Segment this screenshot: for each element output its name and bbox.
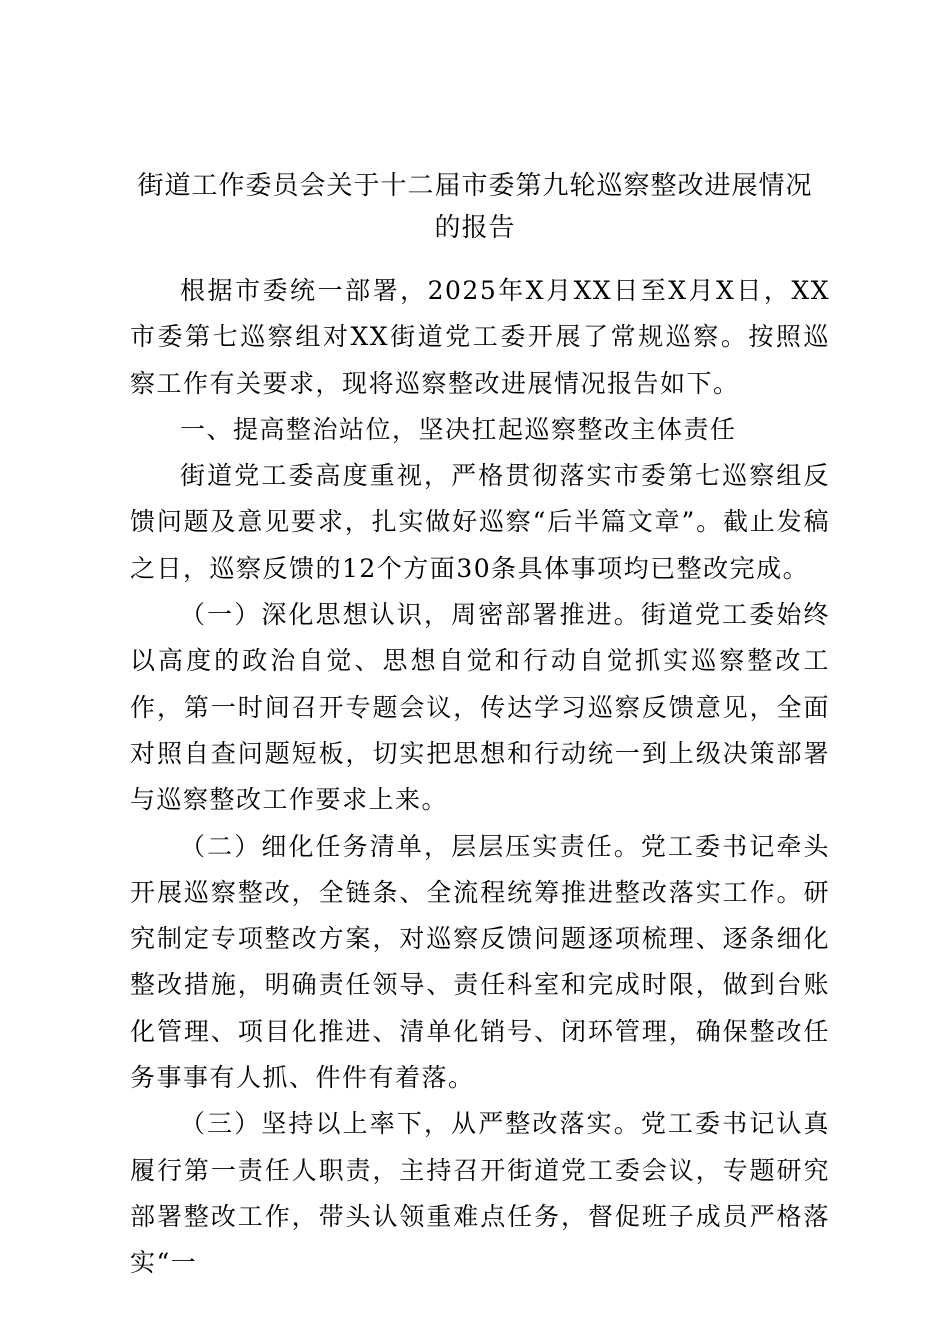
intro-paragraph: 根据市委统一部署，2025年X月XX日至X月X日，XX市委第七巡察组对XX街道党工委开展了常规巡察。按照巡察工作有关要求，现将巡察整改进展情况报告如下。 — [130, 276, 830, 398]
section-heading: 一、提高整治站位，坚决扛起巡察整改主体责任 — [180, 414, 737, 444]
subsection-paragraph: （一）深化思想认识，周密部署推进。街道党工委始终以高度的政治自觉、思想自觉和行动自觉抓实巡察整改工作，第一时间召开专题会议，传达学习巡察反馈意见，全面对照自查问题短板，切实把思想和行动统一到上级决策部署与巡察整改工作要求上来。 — [130, 600, 830, 815]
subsection-paragraph: （二）细化任务清单，层层压实责任。党工委书记牵头开展巡察整改，全链条、全流程统筹推进整改落实工作。研究制定专项整改方案，对巡察反馈问题逐项梳理、逐条细化整改措施，明确责任领导、责任科室和完成时限，做到台账化管理、项目化推进、清单化销号、闭环管理，确保整改任务事事有人抓、件件有着落。 — [130, 831, 830, 1093]
document-body — [130, 268, 830, 1287]
body-paragraph: 街道党工委高度重视，严格贯彻落实市委第七巡察组反馈问题及意见要求，扎实做好巡察“后半篇文章”。截止发稿之日，巡察反馈的12个方面30条具体事项均已整改完成。 — [130, 461, 830, 583]
subsection-paragraph: （三）坚持以上率下，从严整改落实。党工委书记认真履行第一责任人职责，主持召开街道党工委会议，专题研究部署整改工作，带头认领重难点任务，督促班子成员严格落实“一 — [130, 1109, 830, 1278]
document-title: 街道工作委员会关于十二届市委第九轮巡察整改进展情况的报告 — [137, 171, 813, 243]
